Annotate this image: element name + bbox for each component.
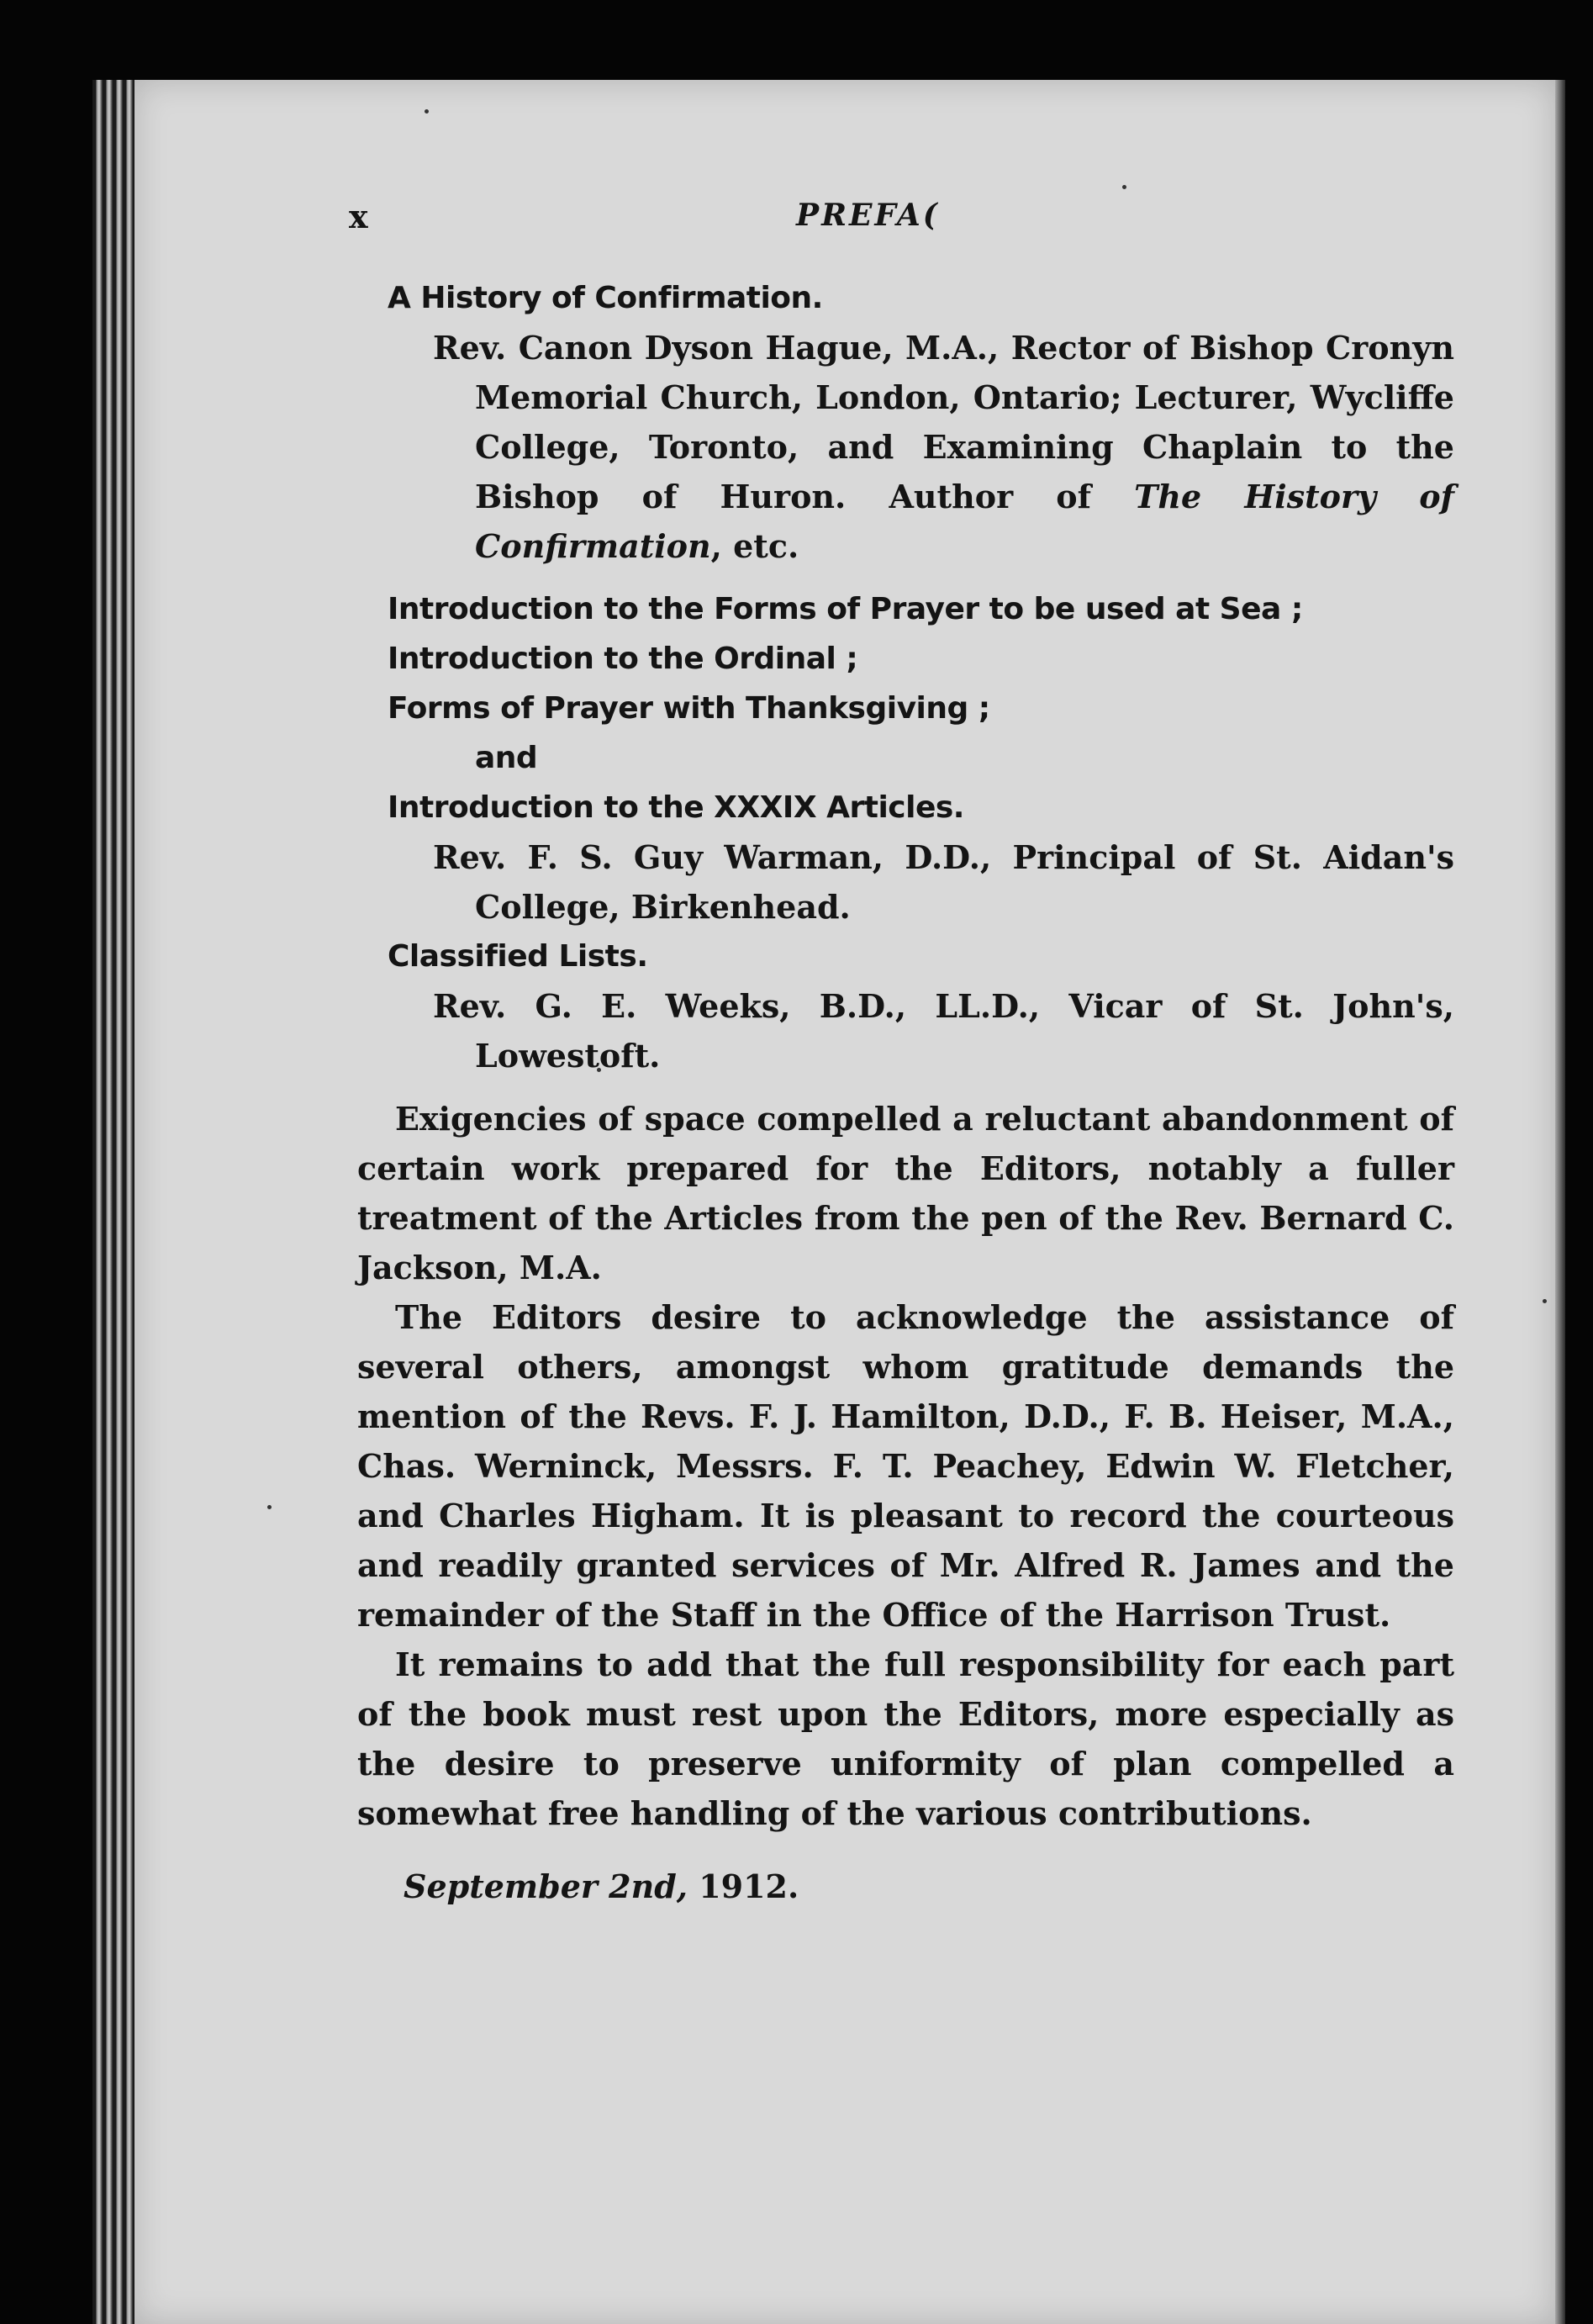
section-heading-conjunction: and <box>475 741 538 775</box>
contributor-entry <box>357 323 1454 571</box>
section-heading: Introduction to the XXXIX Articles. <box>388 790 964 825</box>
speck <box>1543 1299 1547 1303</box>
preface-body <box>357 273 1454 1911</box>
preface-date <box>404 1862 1454 1911</box>
section-heading: Classified Lists. <box>388 939 648 974</box>
preface-paragraph: It remains to add that the full responsibility for each part of the book must rest upon the Editors, more especially as the desire to preserve uniformity of plan compelled a somewhat free handling of the various contributions. <box>357 1645 1454 1832</box>
page-right-edge <box>1555 80 1565 2324</box>
speck <box>267 1505 272 1509</box>
date-month-day: September 2nd, <box>404 1867 688 1905</box>
contributor-entry: Rev. F. S. Guy Warman, D.D., Principal of St. Aidan's College, Birkenhead. <box>433 838 1454 926</box>
section-heading: Introduction to the Ordinal ; <box>388 642 858 676</box>
page-header <box>214 198 1458 248</box>
preface-paragraph: Exigencies of space compelled a reluctant abandonment of certain work prepared for the Editors, notably a fuller treatment of the Articles from the pen of the Rev. Bernard C. Jackson, M.A. <box>357 1100 1454 1286</box>
book-title: The History of Confirmation <box>475 478 1454 565</box>
section-heading: Forms of Prayer with Thanksgiving ; <box>388 691 990 726</box>
speck <box>425 109 429 114</box>
page-number: x <box>349 198 368 235</box>
contributor-text-end: , etc. <box>710 527 799 565</box>
section-heading: A History of Confirmation. <box>388 281 823 315</box>
running-head: PREFA( <box>796 198 940 233</box>
contributor-entry: Rev. G. E. Weeks, B.D., LL.D., Vicar of St. John's, Lowestoft. <box>433 987 1454 1075</box>
contributor-text: Rev. Canon Dyson Hague, M.A., Rector of Bishop Cronyn Memorial Church, London, Ontario; Lecturer, Wycliffe College, Toronto, and Examining Chaplain to the Bishop of Huron. Author of <box>433 329 1454 515</box>
date-year: 1912. <box>699 1867 799 1905</box>
preface-paragraph: The Editors desire to acknowledge the assistance of several others, amongst whom gratitude demands the mention of the Revs. F. J. Hamilton, D.D., F. B. Heiser, M.A., Chas. Werninck, Messrs. F. T. Peachey, Edwin W. Fletcher, and Charles Higham. It is pleasant to record the courteous and readily granted services of Mr. Alfred R. James and the remainder of the Staff in the Office of the Harrison Trust. <box>357 1298 1454 1634</box>
speck <box>1122 185 1126 189</box>
section-heading: Introduction to the Forms of Prayer to be used at Sea ; <box>388 592 1303 626</box>
